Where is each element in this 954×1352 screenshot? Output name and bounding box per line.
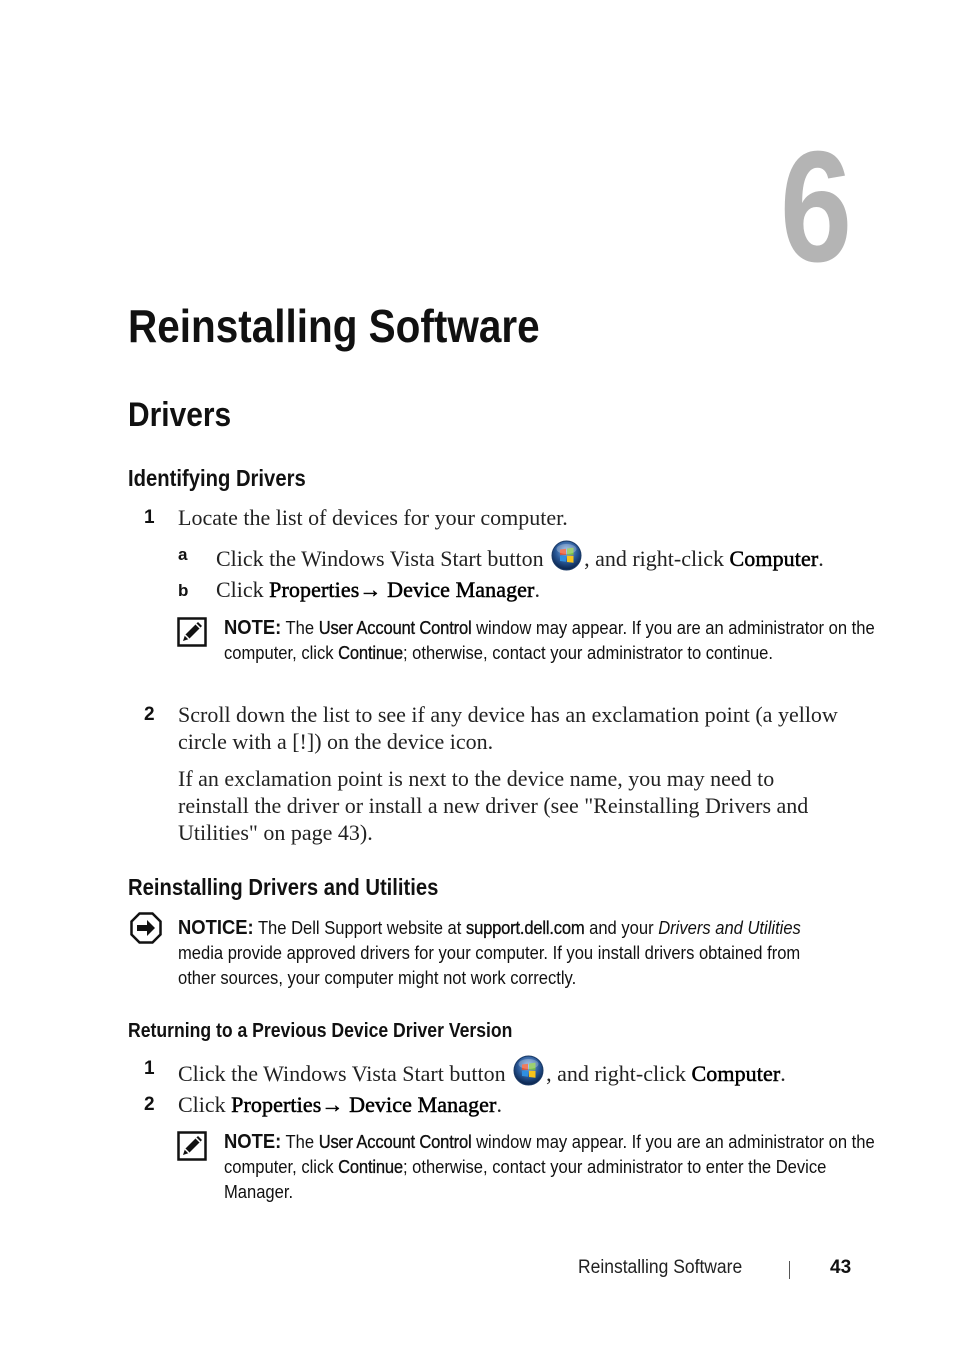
section-heading-drivers: Drivers [128, 396, 232, 434]
ui-term-continue: Continue [338, 643, 403, 663]
ui-term-computer: Computer [729, 546, 819, 571]
substep-text-pre: Click the Windows Vista Start button [216, 546, 550, 571]
ui-term-properties: Properties [269, 577, 360, 602]
step-text-pre: Click the Windows Vista Start button [178, 1061, 512, 1086]
substep-text [216, 576, 540, 604]
note-text: ; otherwise, contact your administrator to continue. [402, 643, 773, 663]
ui-term-user-account-control: User Account Control [318, 1132, 472, 1152]
notice-text: The Dell Support website at [253, 918, 466, 938]
substep-text-mid: , and right-click [584, 546, 730, 571]
step-number: 1 [144, 1058, 155, 1079]
substep-text-pre: Click [216, 577, 270, 602]
step-text [178, 1055, 786, 1088]
note-label: NOTE: [224, 1131, 282, 1153]
step-number: 2 [144, 704, 155, 725]
page-title: Reinstalling Software [128, 300, 540, 352]
note-text: ; otherwise, contact your administrator to enter the Device Manager. [224, 1157, 827, 1202]
step-text-pre: Click [178, 1092, 232, 1117]
windows-start-orb-icon [551, 540, 582, 571]
substep-text-post: . [534, 577, 540, 602]
ui-term-user-account-control: User Account Control [318, 618, 472, 638]
note-text: The [281, 618, 319, 638]
step-text: Locate the list of devices for your computer. [178, 505, 568, 530]
pencil-note-icon [177, 617, 207, 647]
notice-arrow-icon [130, 912, 162, 944]
footer-divider [789, 1261, 790, 1279]
menu-arrow: → [359, 577, 388, 602]
note-text: window may appear. If you are an administrator on the computer, click [224, 1132, 875, 1177]
ui-term-continue: Continue [338, 1157, 403, 1177]
chapter-number: 6 [780, 119, 853, 295]
notice-label: NOTICE: [178, 917, 254, 939]
note-text: window may appear. If you are an administrator on the computer, click [224, 618, 875, 663]
step-paragraph: If an exclamation point is next to the device name, you may need to reinstall the driver or install a new driver (see "Reinstalling Drivers and Utilities" on page 43). [178, 766, 809, 845]
ui-term-properties: Properties [231, 1092, 322, 1117]
note-label: NOTE: [224, 617, 282, 639]
ui-term-device-manager: Device Manager [387, 577, 535, 602]
notice-text: media provide approved drivers for your computer. If you install drivers obtained from other sources, your computer might not work correctly. [178, 943, 801, 988]
subsection-heading-reinstalling-drivers: Reinstalling Drivers and Utilities [128, 874, 439, 900]
step-text-post: . [496, 1092, 502, 1117]
menu-arrow: → [321, 1092, 350, 1117]
substep-text-post: . [818, 546, 824, 571]
ui-term-device-manager: Device Manager [349, 1092, 497, 1117]
step-text: Scroll down the list to see if any device has an exclamation point (a yellow circle with a [!]) on the device icon. [178, 702, 838, 754]
note-text: The [281, 1132, 319, 1152]
note-block [224, 616, 886, 666]
notice-block [178, 916, 836, 991]
ui-term-computer: Computer [691, 1061, 781, 1086]
step-text-mid: , and right-click [546, 1061, 692, 1086]
pencil-note-icon [177, 1131, 207, 1161]
substep-letter: b [178, 581, 189, 600]
notice-text: and your [584, 918, 659, 938]
page-number: 43 [830, 1257, 852, 1278]
footer-chapter-label: Reinstalling Software [578, 1257, 743, 1278]
step-number: 2 [144, 1094, 155, 1115]
subsection-heading-returning: Returning to a Previous Device Driver Version [128, 1020, 513, 1042]
substep-letter: a [178, 545, 188, 564]
substep-text [216, 540, 824, 573]
step-number: 1 [144, 507, 155, 528]
subsection-heading-identifying-drivers: Identifying Drivers [128, 465, 306, 491]
media-title: Drivers and Utilities [658, 918, 801, 938]
step-text-post: . [780, 1061, 786, 1086]
step-text [178, 1091, 502, 1119]
support-url: support.dell.com [465, 918, 585, 938]
note-block [224, 1130, 886, 1205]
windows-start-orb-icon [513, 1055, 544, 1086]
